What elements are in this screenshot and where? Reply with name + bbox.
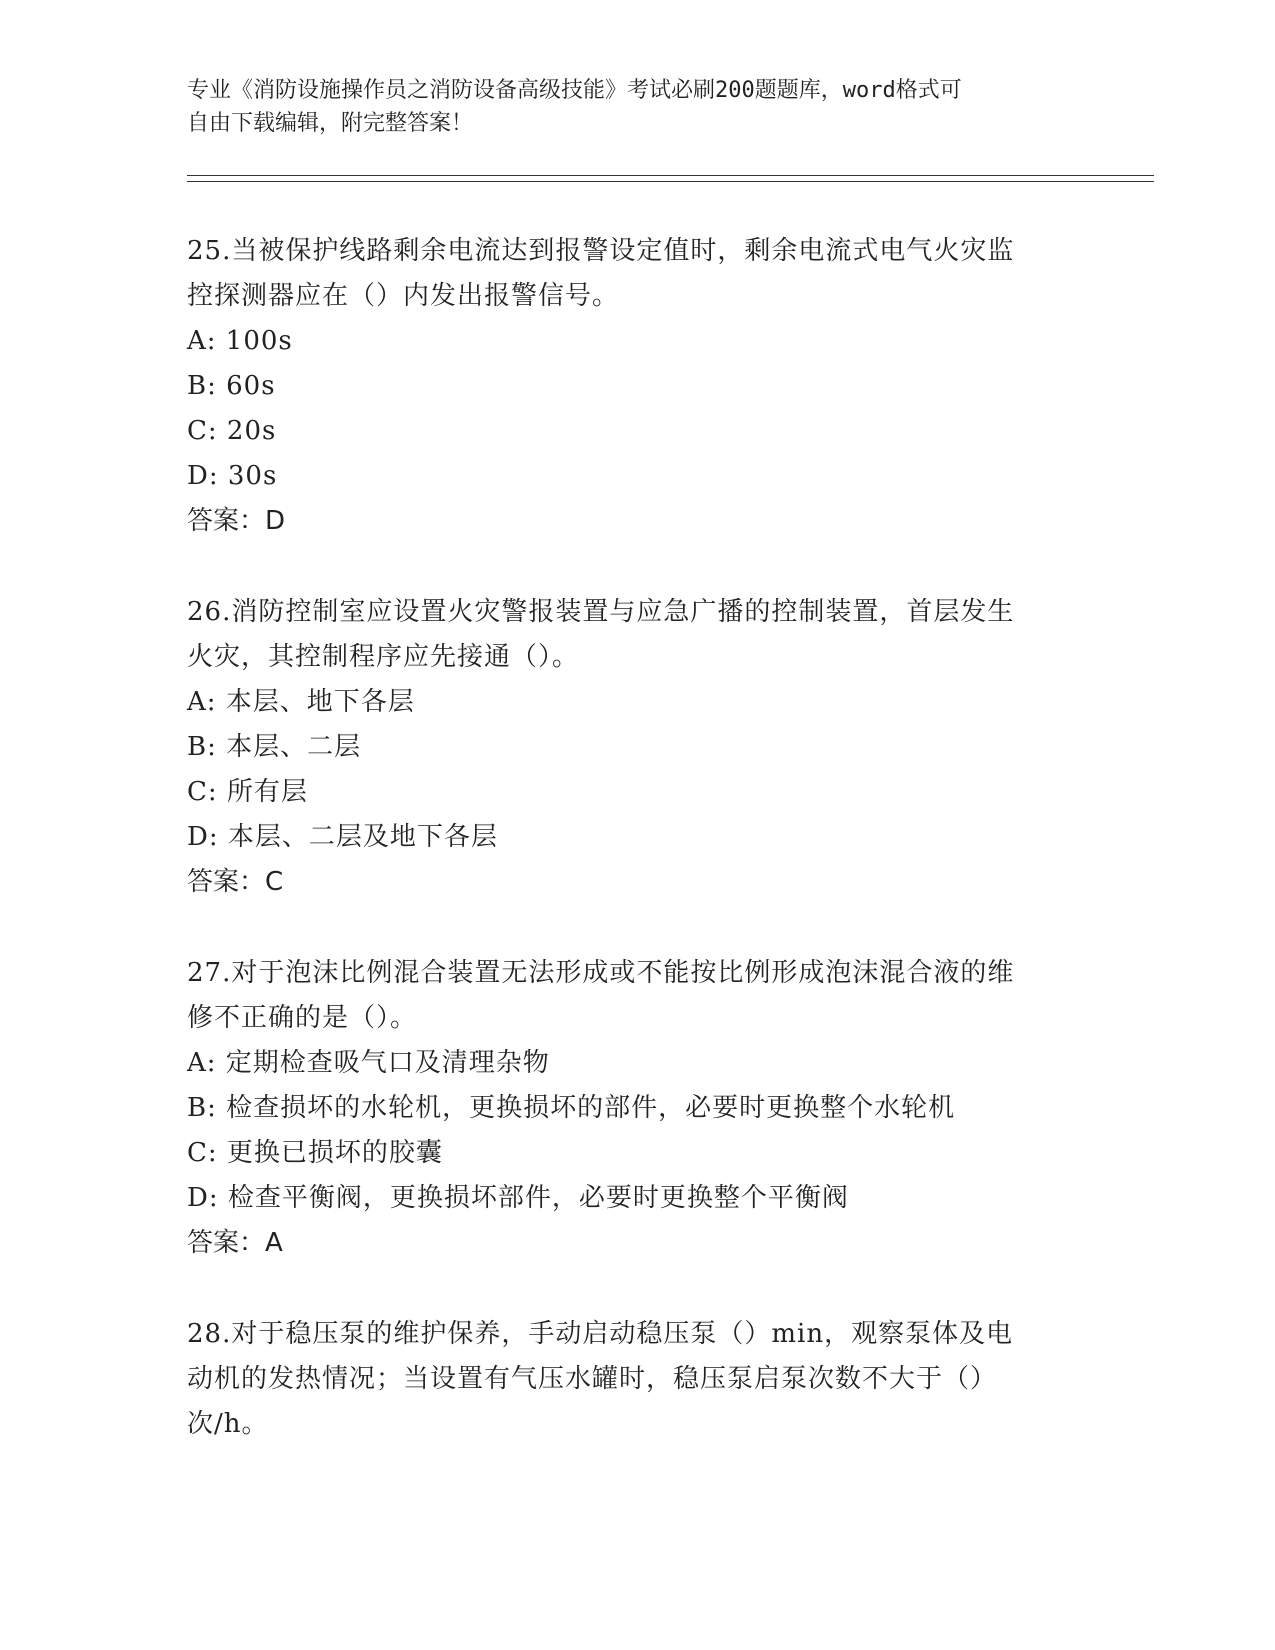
question-text-line: 修不正确的是（）。 (187, 1003, 418, 1033)
option-c: C: 更换已损坏的胶囊 (187, 1138, 443, 1168)
question-text-line: 控探测器应在（）内发出报警信号。 (187, 281, 620, 311)
question-28 (187, 1312, 1087, 1447)
option-b: B: 检查损坏的水轮机，更换损坏的部件，必要时更换整个水轮机 (187, 1093, 956, 1123)
option-a: A: 本层、地下各层 (187, 687, 415, 717)
question-text-line: 28.对于稳压泵的维护保养，手动启动稳压泵（）min，观察泵体及电 (187, 1319, 1014, 1349)
option-a: A: 100s (187, 326, 293, 356)
option-d: D: 检查平衡阀，更换损坏部件，必要时更换整个平衡阀 (187, 1183, 849, 1213)
header-divider-bottom (187, 181, 1154, 182)
question-text-line: 27.对于泡沫比例混合装置无法形成或不能按比例形成泡沫混合液的维 (187, 958, 1015, 988)
question-text-line: 次/h。 (187, 1409, 269, 1439)
answer-label: 答案：A (187, 1228, 283, 1258)
question-text-line: 25.当被保护线路剩余电流达到报警设定值时，剩余电流式电气火灾监 (187, 236, 1015, 266)
header-line-1: 专业《消防设施操作员之消防设备高级技能》考试必刷200题题库，word格式可 (187, 78, 962, 103)
question-text-line: 火灾，其控制程序应先接通（）。 (187, 642, 580, 672)
option-b: B: 本层、二层 (187, 732, 362, 762)
question-text-line: 26.消防控制室应设置火灾警报装置与应急广播的控制装置，首层发生 (187, 597, 1015, 627)
question-text-line: 动机的发热情况；当设置有气压水罐时，稳压泵启泵次数不大于（） (187, 1364, 998, 1394)
option-d: D: 30s (187, 461, 278, 491)
question-25 (187, 229, 1087, 544)
document-header (187, 74, 1107, 140)
header-line-2: 自由下载编辑，附完整答案！ (187, 111, 474, 136)
option-d: D: 本层、二层及地下各层 (187, 822, 498, 852)
answer-label: 答案：C (187, 867, 284, 897)
header-divider-top (187, 175, 1154, 176)
option-a: A: 定期检查吸气口及清理杂物 (187, 1048, 550, 1078)
question-27 (187, 951, 1087, 1266)
answer-label: 答案：D (187, 506, 286, 536)
question-26 (187, 590, 1087, 905)
option-b: B: 60s (187, 371, 276, 401)
option-c: C: 20s (187, 416, 277, 446)
option-c: C: 所有层 (187, 777, 308, 807)
